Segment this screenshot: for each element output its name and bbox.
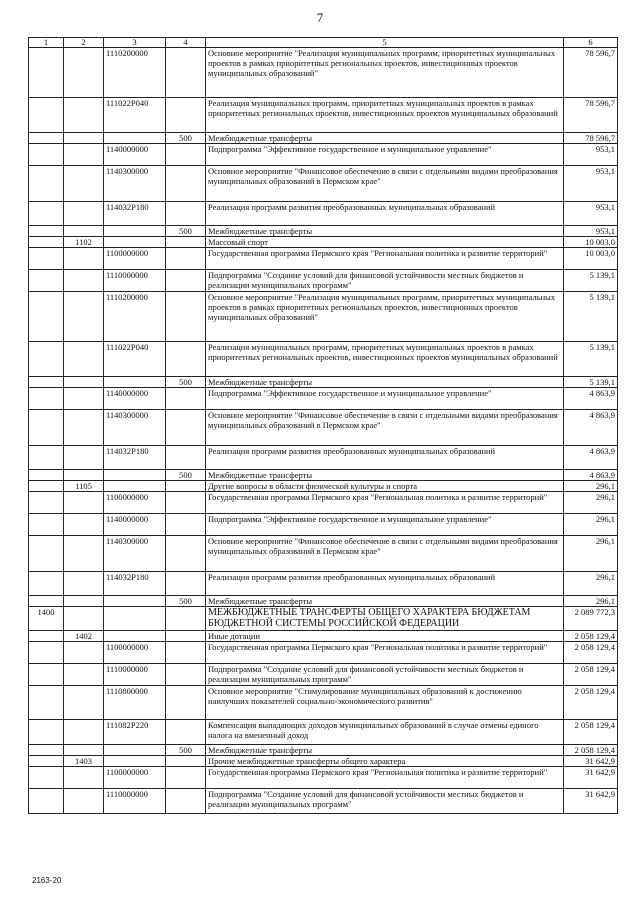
target-article-code-cell — [104, 481, 166, 492]
section-code-cell — [29, 446, 64, 470]
target-article-code-cell — [104, 377, 166, 388]
target-article-code-cell: 1140300000 — [104, 410, 166, 446]
section-code-cell — [29, 572, 64, 596]
target-article-code-cell — [104, 596, 166, 607]
header-col-6: 6 — [564, 38, 618, 48]
amount-cell: 2 089 772,3 — [564, 607, 618, 631]
footer-code: 2163-20 — [32, 876, 62, 885]
section-code-cell — [29, 166, 64, 202]
item-name-cell: Реализация муниципальных программ, приоритетных муниципальных проектов в рамках приоритетных региональных проектов, инвестиционных проектов муниципальных образований — [206, 342, 564, 377]
item-name-cell: Подпрограмма "Эффективное государственное и муниципальное управление" — [206, 388, 564, 410]
expense-type-code-cell: 500 — [166, 596, 206, 607]
subsection-code-cell — [64, 410, 104, 446]
page-number: 7 — [316, 10, 324, 25]
table-row — [29, 720, 618, 745]
table-row — [29, 686, 618, 720]
section-code-cell — [29, 631, 64, 642]
amount-cell: 296,1 — [564, 481, 618, 492]
section-code-cell — [29, 410, 64, 446]
table-row — [29, 237, 618, 248]
expense-type-code-cell — [166, 492, 206, 514]
subsection-code-cell: 1403 — [64, 756, 104, 767]
target-article-code-cell: 114032P180 — [104, 446, 166, 470]
amount-cell: 4 863,9 — [564, 410, 618, 446]
item-name-cell: Государственная программа Пермского края "Региональная политика и развитие территорий" — [206, 248, 564, 270]
amount-cell: 4 863,9 — [564, 470, 618, 481]
item-name-cell: Реализация муниципальных программ, приоритетных муниципальных проектов в рамках приоритетных региональных проектов, инвестиционных проектов муниципальных образований — [206, 98, 564, 133]
item-name-cell: Подпрограмма "Создание условий для финансовой устойчивости местных бюджетов и реализации муниципальных программ" — [206, 270, 564, 292]
target-article-code-cell: 1110000000 — [104, 789, 166, 814]
section-code-cell — [29, 514, 64, 536]
amount-cell: 5 139,1 — [564, 270, 618, 292]
table-row — [29, 789, 618, 814]
amount-cell: 296,1 — [564, 572, 618, 596]
subsection-code-cell — [64, 720, 104, 745]
table-header-row — [29, 38, 618, 48]
item-name-cell: Подпрограмма "Эффективное государственное и муниципальное управление" — [206, 144, 564, 166]
section-code-cell — [29, 248, 64, 270]
table-row — [29, 410, 618, 446]
expense-type-code-cell — [166, 481, 206, 492]
item-name-cell: Межбюджетные трансферты — [206, 470, 564, 481]
target-article-code-cell: 111022P040 — [104, 342, 166, 377]
table-row — [29, 631, 618, 642]
section-code-cell — [29, 536, 64, 572]
amount-cell: 78 596,7 — [564, 133, 618, 144]
subsection-code-cell — [64, 202, 104, 226]
item-name-cell: Межбюджетные трансферты — [206, 377, 564, 388]
table-row — [29, 166, 618, 202]
item-name-cell: Межбюджетные трансферты — [206, 226, 564, 237]
subsection-code-cell — [64, 270, 104, 292]
amount-cell: 953,1 — [564, 166, 618, 202]
target-article-code-cell — [104, 756, 166, 767]
table-row — [29, 572, 618, 596]
subsection-code-cell — [64, 514, 104, 536]
subsection-code-cell — [64, 536, 104, 572]
item-name-cell: Массовый спорт — [206, 237, 564, 248]
subsection-code-cell — [64, 607, 104, 631]
target-article-code-cell: 114032P180 — [104, 202, 166, 226]
table-row — [29, 481, 618, 492]
subsection-code-cell — [64, 292, 104, 342]
target-article-code-cell: 1110000000 — [104, 664, 166, 686]
target-article-code-cell: 1100000000 — [104, 642, 166, 664]
expense-type-code-cell — [166, 388, 206, 410]
table-row — [29, 248, 618, 270]
section-code-cell — [29, 144, 64, 166]
header-col-4: 4 — [166, 38, 206, 48]
header-col-5: 5 — [206, 38, 564, 48]
table-row — [29, 756, 618, 767]
amount-cell: 5 139,1 — [564, 377, 618, 388]
subsection-code-cell — [64, 48, 104, 98]
amount-cell: 4 863,9 — [564, 446, 618, 470]
section-code-cell — [29, 226, 64, 237]
target-article-code-cell — [104, 226, 166, 237]
subsection-code-cell — [64, 133, 104, 144]
subsection-code-cell — [64, 642, 104, 664]
table-row — [29, 388, 618, 410]
item-name-cell: Подпрограмма "Создание условий для финансовой устойчивости местных бюджетов и реализации муниципальных программ" — [206, 664, 564, 686]
subsection-code-cell — [64, 226, 104, 237]
subsection-code-cell — [64, 446, 104, 470]
amount-cell: 10 003,0 — [564, 248, 618, 270]
target-article-code-cell: 1100000000 — [104, 492, 166, 514]
table-row — [29, 292, 618, 342]
target-article-code-cell: 1100000000 — [104, 248, 166, 270]
table-row — [29, 536, 618, 572]
amount-cell: 2 058 129,4 — [564, 686, 618, 720]
item-name-cell: Иные дотации — [206, 631, 564, 642]
target-article-code-cell: 1100000000 — [104, 767, 166, 789]
section-code-cell — [29, 720, 64, 745]
target-article-code-cell — [104, 133, 166, 144]
expense-type-code-cell — [166, 237, 206, 248]
table-row — [29, 144, 618, 166]
subsection-code-cell: 1402 — [64, 631, 104, 642]
table-row — [29, 664, 618, 686]
item-name-cell: Реализация программ развития преобразованных муниципальных образований — [206, 446, 564, 470]
expense-type-code-cell — [166, 767, 206, 789]
target-article-code-cell: 1110800000 — [104, 686, 166, 720]
section-code-cell — [29, 756, 64, 767]
expense-type-code-cell — [166, 446, 206, 470]
expense-type-code-cell — [166, 642, 206, 664]
amount-cell: 2 058 129,4 — [564, 631, 618, 642]
amount-cell: 10 003,0 — [564, 237, 618, 248]
expense-type-code-cell — [166, 664, 206, 686]
table-row — [29, 596, 618, 607]
amount-cell: 296,1 — [564, 536, 618, 572]
target-article-code-cell: 1110200000 — [104, 48, 166, 98]
item-name-cell: Подпрограмма "Создание условий для финансовой устойчивости местных бюджетов и реализации муниципальных программ" — [206, 789, 564, 814]
expense-type-code-cell — [166, 98, 206, 133]
item-name-cell: Основное мероприятие "Реализация муниципальных программ, приоритетных муниципальных проектов в рамках приоритетных региональных проектов, инвестиционных проектов муниципальных образований" — [206, 48, 564, 98]
target-article-code-cell: 1110200000 — [104, 292, 166, 342]
table-row — [29, 226, 618, 237]
expense-type-code-cell — [166, 144, 206, 166]
item-name-cell: Реализация программ развития преобразованных муниципальных образований — [206, 202, 564, 226]
section-code-cell — [29, 388, 64, 410]
subsection-code-cell — [64, 572, 104, 596]
item-name-cell: Межбюджетные трансферты — [206, 133, 564, 144]
amount-cell: 4 863,9 — [564, 388, 618, 410]
amount-cell: 296,1 — [564, 492, 618, 514]
table-row — [29, 202, 618, 226]
table-row — [29, 377, 618, 388]
amount-cell: 5 139,1 — [564, 292, 618, 342]
subsection-code-cell — [64, 166, 104, 202]
section-code-cell — [29, 202, 64, 226]
target-article-code-cell: 1140300000 — [104, 166, 166, 202]
amount-cell: 78 596,7 — [564, 98, 618, 133]
item-name-cell: Межбюджетные трансферты — [206, 745, 564, 756]
subsection-code-cell — [64, 686, 104, 720]
table-row — [29, 48, 618, 98]
table-row — [29, 745, 618, 756]
item-name-cell: МЕЖБЮДЖЕТНЫЕ ТРАНСФЕРТЫ ОБЩЕГО ХАРАКТЕРА БЮДЖЕТАМ БЮДЖЕТНОЙ СИСТЕМЫ РОССИЙСКОЙ ФЕДЕРАЦИИ — [206, 607, 564, 631]
amount-cell: 953,1 — [564, 202, 618, 226]
expense-type-code-cell — [166, 631, 206, 642]
target-article-code-cell: 1140000000 — [104, 514, 166, 536]
section-code-cell — [29, 481, 64, 492]
subsection-code-cell: 1105 — [64, 481, 104, 492]
amount-cell: 296,1 — [564, 596, 618, 607]
section-code-cell — [29, 686, 64, 720]
header-col-3: 3 — [104, 38, 166, 48]
target-article-code-cell: 1110000000 — [104, 270, 166, 292]
amount-cell: 953,1 — [564, 226, 618, 237]
expense-type-code-cell — [166, 248, 206, 270]
subsection-code-cell — [64, 342, 104, 377]
section-code-cell — [29, 48, 64, 98]
target-article-code-cell — [104, 631, 166, 642]
expense-type-code-cell — [166, 514, 206, 536]
item-name-cell: Другие вопросы в области физической культуры и спорта — [206, 481, 564, 492]
amount-cell: 31 642,9 — [564, 767, 618, 789]
expense-type-code-cell — [166, 789, 206, 814]
target-article-code-cell — [104, 607, 166, 631]
subsection-code-cell — [64, 470, 104, 481]
expense-type-code-cell: 500 — [166, 377, 206, 388]
table-row — [29, 767, 618, 789]
amount-cell: 296,1 — [564, 514, 618, 536]
section-code-cell — [29, 745, 64, 756]
section-code-cell — [29, 767, 64, 789]
amount-cell: 5 139,1 — [564, 342, 618, 377]
expense-type-code-cell — [166, 607, 206, 631]
amount-cell: 31 642,9 — [564, 789, 618, 814]
table-row — [29, 514, 618, 536]
header-col-2: 2 — [64, 38, 104, 48]
item-name-cell: Основное мероприятие "Финансовое обеспечение в связи с отдельными видами преобразования муниципальных образований в Пермском крае" — [206, 166, 564, 202]
expense-type-code-cell — [166, 572, 206, 596]
table-row — [29, 342, 618, 377]
item-name-cell: Государственная программа Пермского края "Региональная политика и развитие территорий" — [206, 767, 564, 789]
subsection-code-cell — [64, 144, 104, 166]
expense-type-code-cell — [166, 270, 206, 292]
item-name-cell: Основное мероприятие "Реализация муниципальных программ, приоритетных муниципальных проектов в рамках приоритетных региональных проектов, инвестиционных проектов муниципальных образований" — [206, 292, 564, 342]
item-name-cell: Основное мероприятие "Финансовое обеспечение в связи с отдельными видами преобразования муниципальных образований в Пермском крае" — [206, 536, 564, 572]
expense-type-code-cell: 500 — [166, 133, 206, 144]
target-article-code-cell: 1140300000 — [104, 536, 166, 572]
section-code-cell — [29, 789, 64, 814]
target-article-code-cell — [104, 745, 166, 756]
subsection-code-cell — [64, 377, 104, 388]
expense-type-code-cell — [166, 686, 206, 720]
table-row — [29, 492, 618, 514]
section-code-cell — [29, 133, 64, 144]
expense-type-code-cell — [166, 202, 206, 226]
target-article-code-cell — [104, 237, 166, 248]
budget-table — [28, 37, 618, 814]
expense-type-code-cell — [166, 756, 206, 767]
table-row — [29, 470, 618, 481]
item-name-cell: Межбюджетные трансферты — [206, 596, 564, 607]
item-name-cell: Основное мероприятие "Финансовое обеспечение в связи с отдельными видами преобразования муниципальных образований в Пермском крае" — [206, 410, 564, 446]
item-name-cell: Прочие межбюджетные трансферты общего характера — [206, 756, 564, 767]
table-row — [29, 270, 618, 292]
section-code-cell — [29, 98, 64, 133]
target-article-code-cell: 1140000000 — [104, 144, 166, 166]
section-code-cell — [29, 377, 64, 388]
target-article-code-cell: 1140000000 — [104, 388, 166, 410]
subsection-code-cell — [64, 745, 104, 756]
section-code-cell: 1400 — [29, 607, 64, 631]
section-code-cell — [29, 237, 64, 248]
subsection-code-cell — [64, 664, 104, 686]
target-article-code-cell — [104, 470, 166, 481]
expense-type-code-cell — [166, 48, 206, 98]
section-code-cell — [29, 342, 64, 377]
amount-cell: 2 058 129,4 — [564, 664, 618, 686]
table-row — [29, 607, 618, 631]
target-article-code-cell: 111022P040 — [104, 98, 166, 133]
table-row — [29, 98, 618, 133]
subsection-code-cell — [64, 767, 104, 789]
amount-cell: 953,1 — [564, 144, 618, 166]
expense-type-code-cell — [166, 720, 206, 745]
item-name-cell: Реализация программ развития преобразованных муниципальных образований — [206, 572, 564, 596]
expense-type-code-cell: 500 — [166, 226, 206, 237]
section-code-cell — [29, 492, 64, 514]
section-code-cell — [29, 596, 64, 607]
table-body — [29, 48, 618, 814]
expense-type-code-cell: 500 — [166, 745, 206, 756]
expense-type-code-cell — [166, 536, 206, 572]
item-name-cell: Основное мероприятие "Стимулирование муниципальных образований к достижению наилучших показателей социально-экономического развития" — [206, 686, 564, 720]
section-code-cell — [29, 642, 64, 664]
subsection-code-cell — [64, 248, 104, 270]
target-article-code-cell: 114032P180 — [104, 572, 166, 596]
subsection-code-cell — [64, 596, 104, 607]
item-name-cell: Компенсация выпадающих доходов муниципальных образований в случае отмены единого налога на вмененный доход — [206, 720, 564, 745]
amount-cell: 2 058 129,4 — [564, 720, 618, 745]
expense-type-code-cell — [166, 166, 206, 202]
amount-cell: 2 058 129,4 — [564, 642, 618, 664]
section-code-cell — [29, 270, 64, 292]
subsection-code-cell — [64, 789, 104, 814]
table-row — [29, 133, 618, 144]
item-name-cell: Подпрограмма "Эффективное государственное и муниципальное управление" — [206, 514, 564, 536]
table-row — [29, 642, 618, 664]
subsection-code-cell — [64, 98, 104, 133]
subsection-code-cell — [64, 492, 104, 514]
section-code-cell — [29, 470, 64, 481]
amount-cell: 2 058 129,4 — [564, 745, 618, 756]
header-col-1: 1 — [29, 38, 64, 48]
amount-cell: 78 596,7 — [564, 48, 618, 98]
expense-type-code-cell — [166, 292, 206, 342]
section-code-cell — [29, 292, 64, 342]
expense-type-code-cell — [166, 410, 206, 446]
table-row — [29, 446, 618, 470]
expense-type-code-cell: 500 — [166, 470, 206, 481]
subsection-code-cell — [64, 388, 104, 410]
target-article-code-cell: 111082P220 — [104, 720, 166, 745]
expense-type-code-cell — [166, 342, 206, 377]
section-code-cell — [29, 664, 64, 686]
item-name-cell: Государственная программа Пермского края "Региональная политика и развитие территорий" — [206, 642, 564, 664]
item-name-cell: Государственная программа Пермского края "Региональная политика и развитие территорий" — [206, 492, 564, 514]
amount-cell: 31 642,9 — [564, 756, 618, 767]
subsection-code-cell: 1102 — [64, 237, 104, 248]
